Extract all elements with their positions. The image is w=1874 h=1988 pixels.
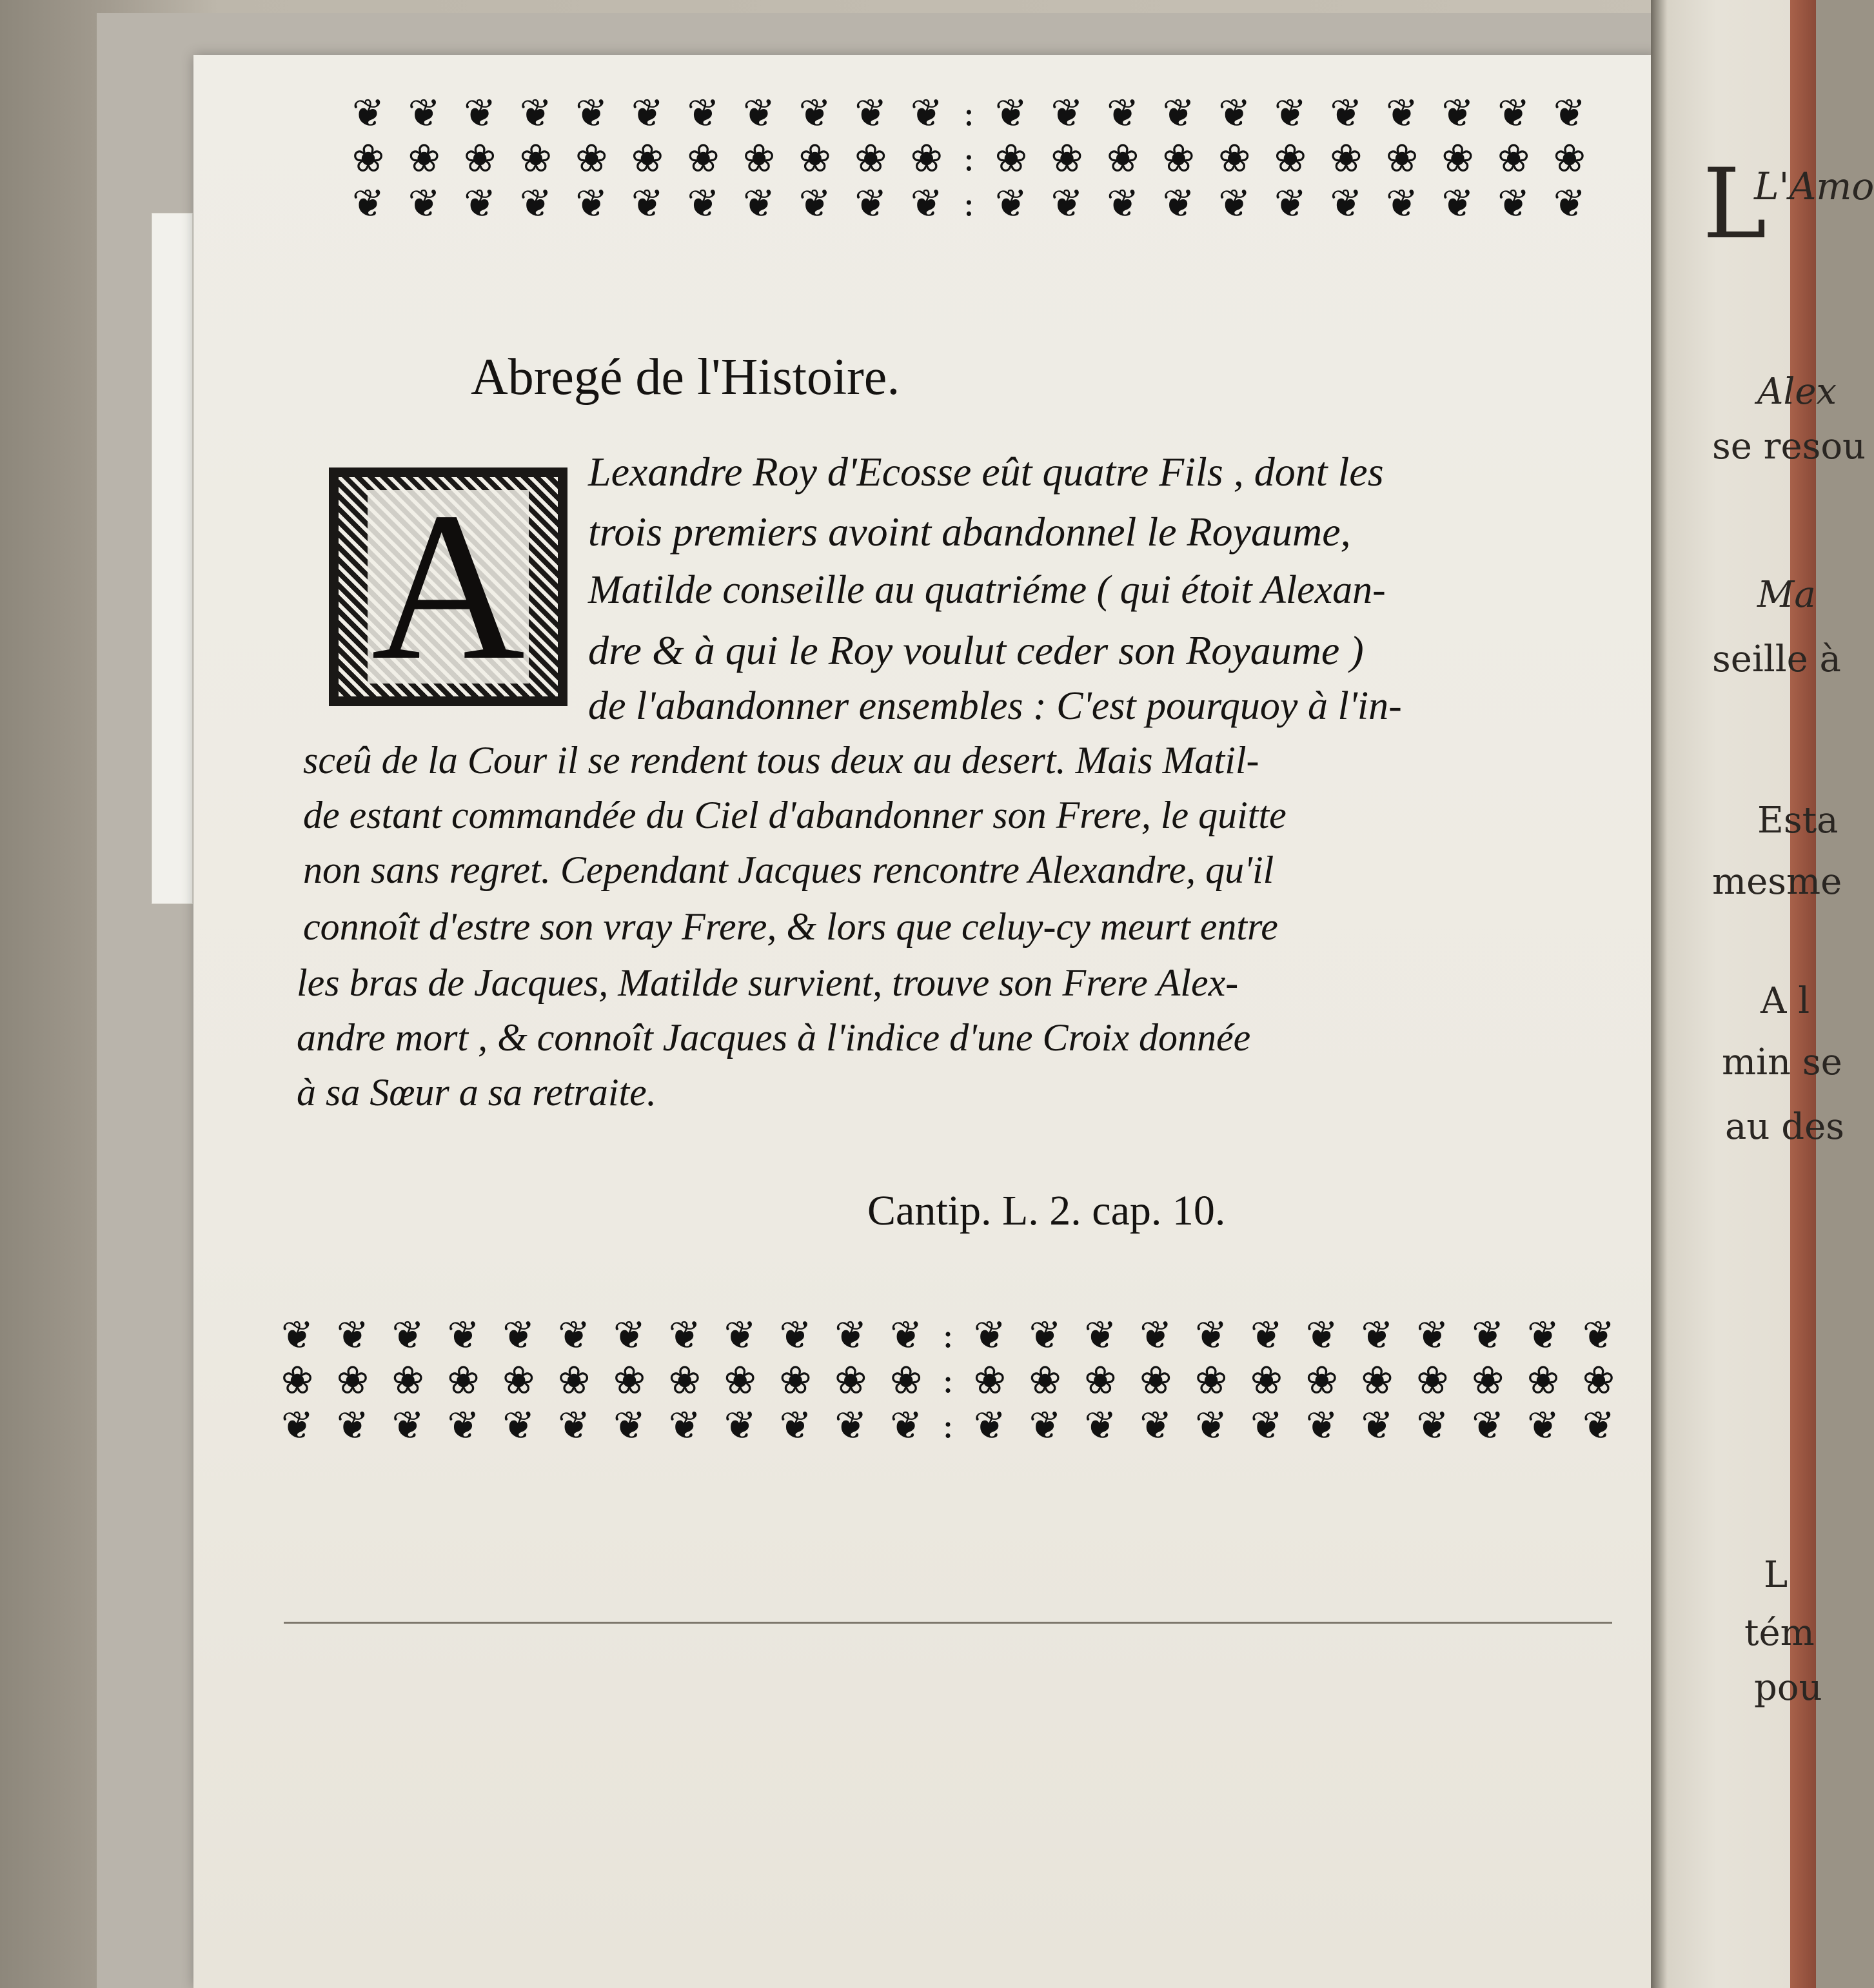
page-heading: Abregé de l'Histoire. [471, 349, 900, 406]
fleuron-ornament: ❦ [519, 91, 552, 136]
ornament-divider: : [963, 183, 975, 224]
ornament-divider: : [942, 1315, 954, 1355]
fleuron-ornament: ❦ [575, 181, 608, 226]
fleuron-ornament: ❀ [336, 1358, 369, 1403]
citation: Cantip. L. 2. cap. 10. [867, 1187, 1226, 1234]
fleuron-ornament: ❦ [1139, 1403, 1172, 1448]
ornament-divider: : [942, 1405, 954, 1446]
fleuron-ornament: ❦ [1106, 181, 1139, 226]
fleuron-ornament: ❀ [1441, 136, 1474, 181]
ornament-divider: : [963, 138, 975, 179]
fleuron-ornament: ❦ [724, 1313, 756, 1358]
facing-fragment: L [1764, 1554, 1788, 1596]
fleuron-ornament: ❦ [1250, 1313, 1283, 1358]
fleuron-ornament: ❀ [558, 1358, 591, 1403]
ornament-row [348, 91, 1590, 136]
fleuron-ornament: ❦ [854, 91, 887, 136]
ornament-divider: : [942, 1360, 954, 1401]
facing-big-letter: L [1702, 148, 1767, 261]
fleuron-ornament: ❀ [834, 1358, 867, 1403]
fleuron-ornament: ❦ [994, 181, 1028, 226]
fleuron-ornament: ❦ [1218, 91, 1251, 136]
fleuron-ornament: ❀ [668, 1358, 701, 1403]
ornament-row [348, 181, 1590, 226]
fleuron-ornament: ❦ [1330, 91, 1363, 136]
facing-fragment: seille à [1712, 638, 1841, 680]
fleuron-ornament: ❀ [994, 136, 1028, 181]
fleuron-ornament: ❦ [1553, 181, 1586, 226]
fleuron-ornament: ❦ [1582, 1313, 1615, 1358]
fleuron-ornament: ❦ [1472, 1403, 1504, 1448]
fleuron-ornament: ❀ [1106, 136, 1139, 181]
fleuron-ornament: ❀ [724, 1358, 756, 1403]
fleuron-ornament: ❦ [668, 1403, 701, 1448]
fleuron-ornament: ❦ [779, 1403, 812, 1448]
text-line: Lexandre Roy d'Ecosse eût quatre Fils , dont les [588, 449, 1384, 495]
fleuron-ornament: ❦ [798, 91, 831, 136]
ornament-row [277, 1358, 1619, 1403]
fleuron-ornament: ❦ [834, 1403, 867, 1448]
fleuron-ornament: ❦ [281, 1313, 314, 1358]
fleuron-ornament: ❦ [391, 1313, 424, 1358]
facing-fragment: mesme [1712, 861, 1842, 903]
fleuron-ornament: ❦ [994, 91, 1028, 136]
fleuron-ornament: ❦ [631, 91, 664, 136]
fleuron-ornament: ❦ [1274, 91, 1307, 136]
fleuron-ornament: ❀ [1162, 136, 1195, 181]
fleuron-ornament: ❦ [631, 181, 664, 226]
drop-cap-frame [329, 467, 567, 706]
text-line: trois premiers avoint abandonnel le Royaume, [588, 509, 1351, 555]
facing-running-head: L'Amo [1754, 164, 1874, 208]
fleuron-ornament: ❦ [1106, 91, 1139, 136]
fleuron-ornament: ❀ [464, 136, 497, 181]
fleuron-ornament: ❦ [1218, 181, 1251, 226]
fleuron-ornament: ❦ [910, 181, 943, 226]
fleuron-ornament: ❀ [1084, 1358, 1117, 1403]
fleuron-ornament: ❦ [519, 181, 552, 226]
fleuron-ornament: ❦ [1361, 1313, 1394, 1358]
facing-fragment: Alex [1757, 371, 1837, 413]
fleuron-ornament: ❀ [1472, 1358, 1504, 1403]
text-line: les bras de Jacques, Matilde survient, trouve son Frere Alex- [297, 961, 1239, 1004]
text-line: à sa Sœur a sa retraite. [297, 1071, 656, 1114]
facing-fragment: Ma [1757, 574, 1816, 616]
fleuron-ornament: ❦ [889, 1403, 923, 1448]
fleuron-ornament: ❦ [1050, 181, 1083, 226]
fleuron-ornament: ❀ [742, 136, 776, 181]
fleuron-ornament: ❦ [391, 1403, 424, 1448]
ornament-row [348, 136, 1590, 181]
fleuron-ornament: ❦ [1084, 1313, 1117, 1358]
fleuron-ornament: ❦ [1497, 91, 1530, 136]
fleuron-ornament: ❦ [889, 1313, 923, 1358]
fleuron-ornament: ❦ [1084, 1403, 1117, 1448]
fleuron-ornament: ❀ [1526, 1358, 1560, 1403]
fleuron-ornament: ❀ [1050, 136, 1083, 181]
fleuron-ornament: ❦ [502, 1313, 535, 1358]
fleuron-ornament: ❦ [336, 1403, 369, 1448]
fleuron-ornament: ❦ [854, 181, 887, 226]
fleuron-ornament: ❦ [973, 1403, 1006, 1448]
text-line: de estant commandée du Ciel d'abandonner son Frere, le quitte [303, 794, 1287, 836]
fleuron-ornament: ❀ [1029, 1358, 1061, 1403]
facing-fragment: tém [1744, 1612, 1815, 1654]
fleuron-ornament: ❦ [464, 91, 497, 136]
fleuron-ornament: ❀ [1582, 1358, 1615, 1403]
fleuron-ornament: ❀ [910, 136, 943, 181]
fleuron-ornament: ❀ [1139, 1358, 1172, 1403]
fleuron-ornament: ❀ [391, 1358, 424, 1403]
fleuron-ornament: ❀ [281, 1358, 314, 1403]
fleuron-ornament: ❦ [408, 181, 440, 226]
fleuron-ornament: ❦ [1250, 1403, 1283, 1448]
facing-fragment: au des [1725, 1106, 1844, 1148]
fleuron-ornament: ❦ [687, 181, 720, 226]
fleuron-ornament: ❦ [1472, 1313, 1504, 1358]
top-ornament-band [348, 93, 1590, 224]
fleuron-ornament: ❦ [1050, 91, 1083, 136]
fleuron-ornament: ❦ [1441, 181, 1474, 226]
fleuron-ornament: ❀ [613, 1358, 646, 1403]
fleuron-ornament: ❦ [351, 181, 385, 226]
fleuron-ornament: ❀ [1497, 136, 1530, 181]
fleuron-ornament: ❀ [1305, 1358, 1338, 1403]
fleuron-ornament: ❦ [1385, 91, 1419, 136]
fleuron-ornament: ❦ [1416, 1313, 1449, 1358]
fleuron-ornament: ❀ [502, 1358, 535, 1403]
fleuron-ornament: ❀ [1218, 136, 1251, 181]
fleuron-ornament: ❦ [613, 1403, 646, 1448]
fleuron-ornament: ❀ [1553, 136, 1586, 181]
fleuron-ornament: ❦ [973, 1313, 1006, 1358]
text-line: dre & à qui le Roy voulut ceder son Royaume ) [588, 627, 1364, 673]
fleuron-ornament: ❦ [742, 181, 776, 226]
fleuron-ornament: ❦ [668, 1313, 701, 1358]
fleuron-ornament: ❦ [1441, 91, 1474, 136]
fleuron-ornament: ❀ [447, 1358, 480, 1403]
fleuron-ornament: ❦ [1139, 1313, 1172, 1358]
fleuron-ornament: ❀ [779, 1358, 812, 1403]
fleuron-ornament: ❦ [1029, 1313, 1061, 1358]
fleuron-ornament: ❦ [447, 1313, 480, 1358]
fleuron-ornament: ❀ [889, 1358, 923, 1403]
fleuron-ornament: ❦ [558, 1403, 591, 1448]
fleuron-ornament: ❦ [1194, 1403, 1228, 1448]
fleuron-ornament: ❀ [575, 136, 608, 181]
fleuron-ornament: ❦ [1194, 1313, 1228, 1358]
fleuron-ornament: ❦ [1497, 181, 1530, 226]
text-line: non sans regret. Cependant Jacques rencontre Alexandre, qu'il [303, 849, 1274, 891]
fleuron-ornament: ❀ [1330, 136, 1363, 181]
fleuron-ornament: ❦ [1416, 1403, 1449, 1448]
fleuron-ornament: ❀ [798, 136, 831, 181]
fleuron-ornament: ❦ [1385, 181, 1419, 226]
text-line: andre mort , & connoît Jacques à l'indice d'une Croix donnée [297, 1016, 1251, 1059]
fleuron-ornament: ❦ [834, 1313, 867, 1358]
fleuron-ornament: ❀ [1416, 1358, 1449, 1403]
fleuron-ornament: ❦ [336, 1313, 369, 1358]
fleuron-ornament: ❀ [1274, 136, 1307, 181]
fleuron-ornament: ❀ [519, 136, 552, 181]
bottom-ornament-band [277, 1315, 1619, 1446]
drop-cap-letter: A [368, 490, 529, 684]
fleuron-ornament: ❦ [742, 91, 776, 136]
fleuron-ornament: ❦ [1274, 181, 1307, 226]
ornament-row [277, 1403, 1619, 1448]
drop-cap-ornament [339, 469, 558, 704]
fleuron-ornament: ❦ [687, 91, 720, 136]
fleuron-ornament: ❦ [558, 1313, 591, 1358]
text-line: de l'abandonner ensembles : C'est pourquoy à l'in- [588, 684, 1402, 728]
paper-tab [152, 213, 193, 904]
fleuron-ornament: ❦ [408, 91, 440, 136]
facing-fragment: min se [1722, 1041, 1842, 1083]
facing-fragment: se resou [1712, 426, 1866, 467]
bottom-rule [284, 1622, 1612, 1624]
text-line: sceû de la Cour il se rendent tous deux au desert. Mais Matil- [303, 739, 1259, 782]
fleuron-ornament: ❀ [408, 136, 440, 181]
ornament-row [277, 1313, 1619, 1358]
fleuron-ornament: ❦ [502, 1403, 535, 1448]
facing-fragment: A l [1761, 980, 1810, 1022]
fleuron-ornament: ❀ [1194, 1358, 1228, 1403]
facing-fragment: Esta [1757, 800, 1839, 841]
fleuron-ornament: ❦ [464, 181, 497, 226]
fleuron-ornament: ❦ [1162, 91, 1195, 136]
fleuron-ornament: ❀ [1361, 1358, 1394, 1403]
fleuron-ornament: ❦ [1526, 1313, 1560, 1358]
fleuron-ornament: ❦ [798, 181, 831, 226]
facing-fragment: pou [1754, 1667, 1822, 1709]
fleuron-ornament: ❦ [724, 1403, 756, 1448]
fleuron-ornament: ❦ [1305, 1313, 1338, 1358]
fleuron-ornament: ❦ [1582, 1403, 1615, 1448]
fleuron-ornament: ❀ [1385, 136, 1419, 181]
fleuron-ornament: ❀ [973, 1358, 1006, 1403]
fleuron-ornament: ❦ [1162, 181, 1195, 226]
fleuron-ornament: ❦ [1553, 91, 1586, 136]
fleuron-ornament: ❀ [687, 136, 720, 181]
fleuron-ornament: ❦ [1029, 1403, 1061, 1448]
fleuron-ornament: ❦ [1526, 1403, 1560, 1448]
fleuron-ornament: ❦ [281, 1403, 314, 1448]
fleuron-ornament: ❦ [1305, 1403, 1338, 1448]
text-line: connoît d'estre son vray Frere, & lors que celuy-cy meurt entre [303, 905, 1278, 948]
fleuron-ornament: ❦ [910, 91, 943, 136]
fleuron-ornament: ❦ [575, 91, 608, 136]
ornament-divider: : [963, 93, 975, 133]
fleuron-ornament: ❦ [1361, 1403, 1394, 1448]
fleuron-ornament: ❀ [1250, 1358, 1283, 1403]
fleuron-ornament: ❦ [1330, 181, 1363, 226]
fleuron-ornament: ❦ [779, 1313, 812, 1358]
text-line: Matilde conseille au quatriéme ( qui étoit Alexan- [588, 568, 1386, 612]
fleuron-ornament: ❦ [447, 1403, 480, 1448]
fleuron-ornament: ❀ [351, 136, 385, 181]
fleuron-ornament: ❦ [351, 91, 385, 136]
fleuron-ornament: ❀ [631, 136, 664, 181]
facing-page [1651, 0, 1874, 1988]
fleuron-ornament: ❦ [613, 1313, 646, 1358]
fleuron-ornament: ❀ [854, 136, 887, 181]
